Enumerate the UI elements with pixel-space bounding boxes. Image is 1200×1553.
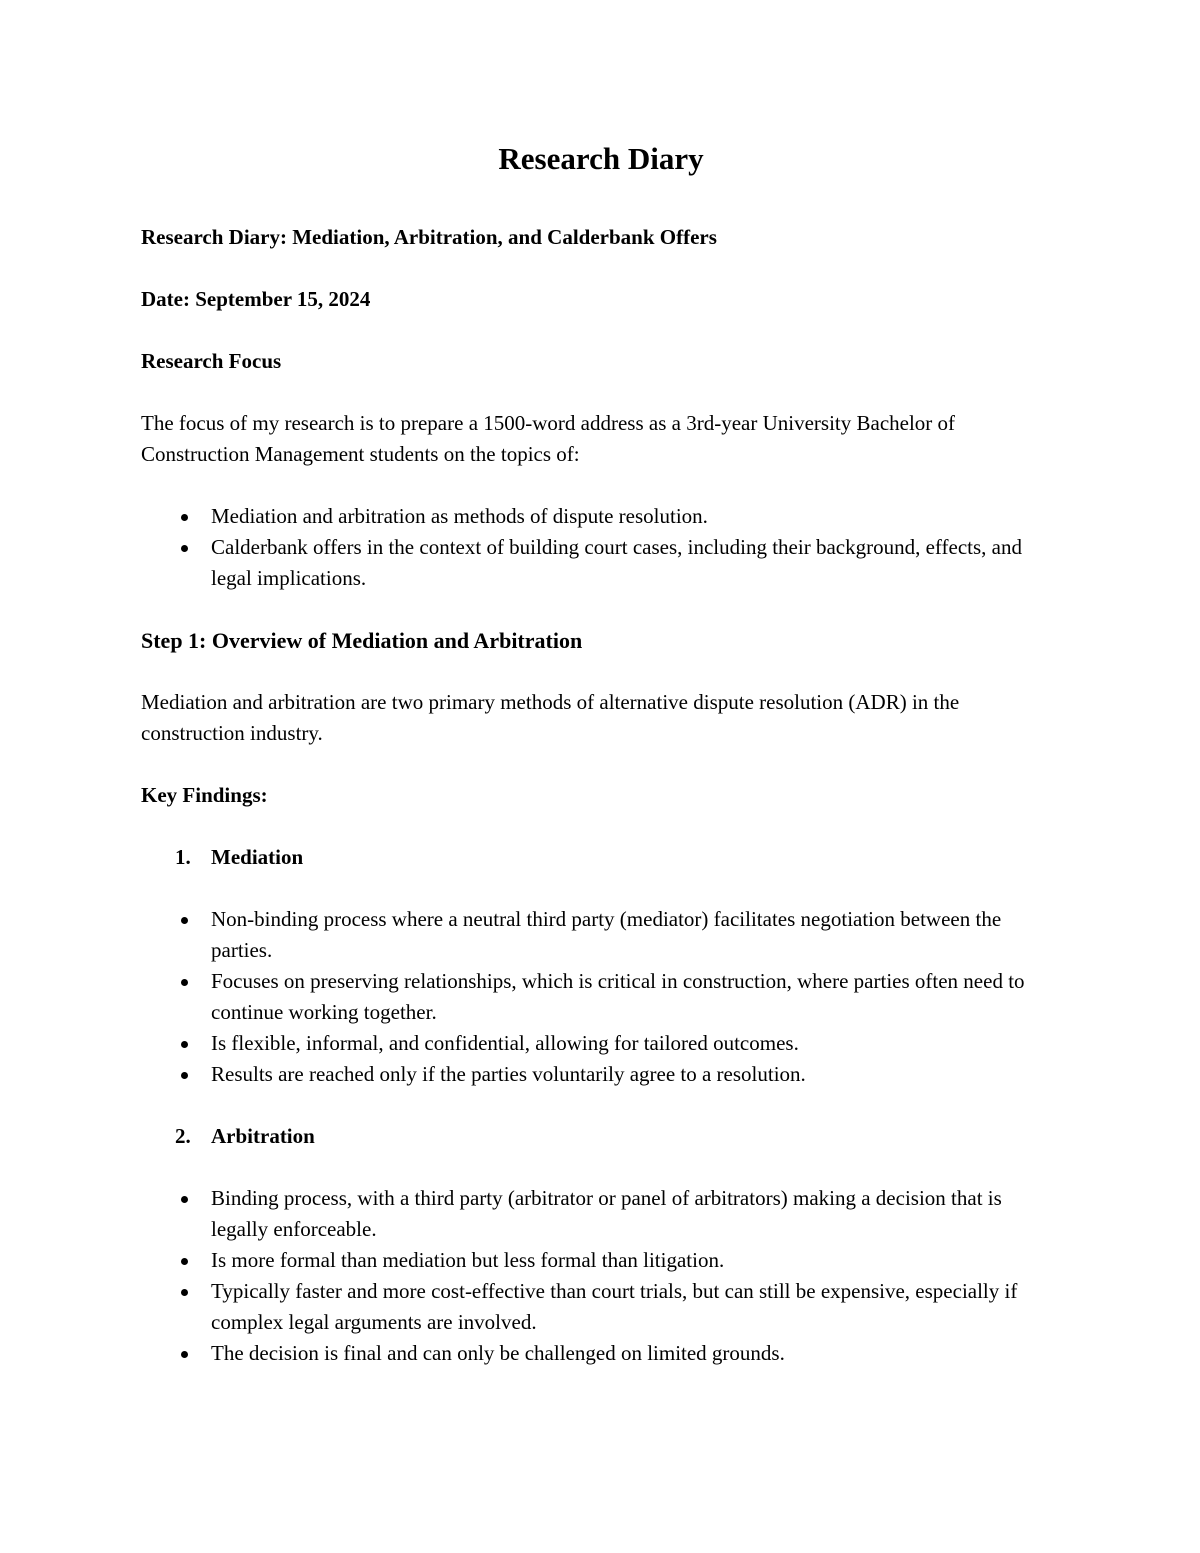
section-heading-mediation xyxy=(141,842,1061,873)
section-number: 2. xyxy=(175,1124,191,1148)
list-item: Focuses on preserving relationships, which is critical in construction, where parties often need to continue working together. xyxy=(141,966,1061,1028)
list-item: Is flexible, informal, and confidential, allowing for tailored outcomes. xyxy=(141,1028,1061,1059)
list-item: Binding process, with a third party (arbitrator or panel of arbitrators) making a decision that is legally enforceable. xyxy=(141,1183,1061,1245)
page-title: Research Diary xyxy=(498,141,704,176)
list-item: Non-binding process where a neutral third party (mediator) facilitates negotiation between the parties. xyxy=(141,904,1061,966)
list-item: Calderbank offers in the context of building court cases, including their background, effects, and legal implications. xyxy=(141,532,1061,594)
arbitration-list xyxy=(141,1183,1061,1369)
list-item: Is more formal than mediation but less formal than litigation. xyxy=(141,1245,1061,1276)
list-item: Mediation and arbitration as methods of dispute resolution. xyxy=(141,501,1061,532)
research-focus-heading: Research Focus xyxy=(141,349,282,373)
mediation-list xyxy=(141,904,1061,1090)
section-heading-arbitration xyxy=(141,1121,1061,1152)
list-item: The decision is final and can only be challenged on limited grounds. xyxy=(141,1338,1061,1369)
research-focus-list xyxy=(141,501,1061,594)
section-number: 1. xyxy=(175,845,191,869)
document-content xyxy=(141,136,1061,1400)
step1-heading: Step 1: Overview of Mediation and Arbitration xyxy=(141,628,583,653)
section-title: Arbitration xyxy=(211,1124,315,1148)
section-title: Mediation xyxy=(211,845,304,869)
list-item: Typically faster and more cost-effective than court trials, but can still be expensive, especially if complex legal arguments are involved. xyxy=(141,1276,1061,1338)
step1-paragraph: Mediation and arbitration are two primary methods of alternative dispute resolution (ADR) in the construction industry. xyxy=(141,690,960,745)
list-item: Results are reached only if the parties voluntarily agree to a resolution. xyxy=(141,1059,1061,1090)
document-date: Date: September 15, 2024 xyxy=(141,287,371,311)
key-findings-heading: Key Findings: xyxy=(141,783,268,807)
document-subtitle: Research Diary: Mediation, Arbitration, and Calderbank Offers xyxy=(141,225,717,249)
research-focus-paragraph: The focus of my research is to prepare a 1500-word address as a 3rd-year University Bachelor of Construction Management students on the topics of: xyxy=(141,411,956,466)
